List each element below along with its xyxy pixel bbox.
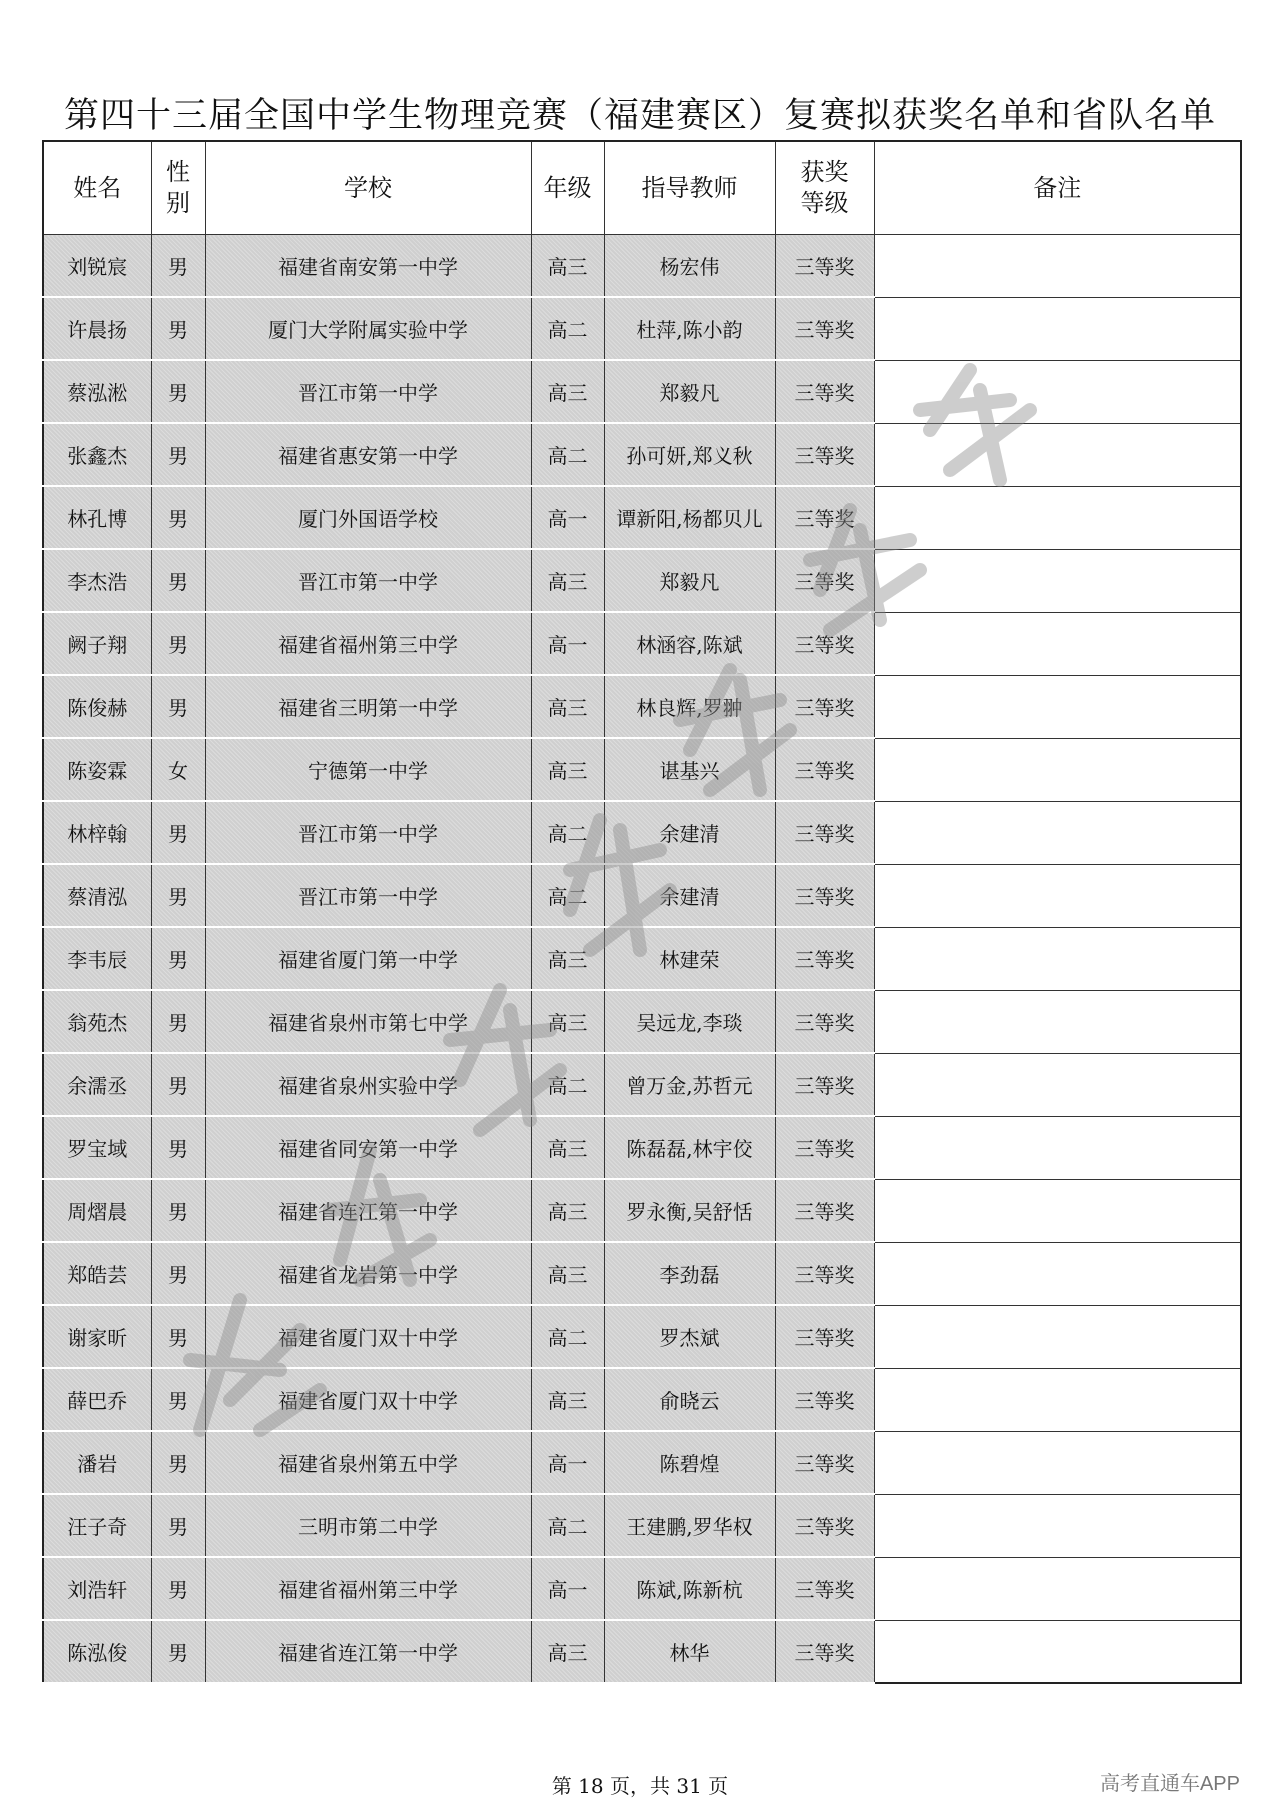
cell-note (874, 738, 1241, 801)
cell-school: 福建省厦门双十中学 (205, 1368, 531, 1431)
header-name: 姓名 (43, 141, 151, 235)
document-title: 第四十三届全国中学生物理竞赛（福建赛区）复赛拟获奖名单和省队名单 (63, 96, 1216, 136)
cell-gender: 男 (151, 612, 205, 675)
cell-award: 三等奖 (775, 1368, 874, 1431)
table-row (43, 990, 1241, 1053)
cell-teacher: 罗杰斌 (604, 1305, 775, 1368)
cell-gender: 男 (151, 1179, 205, 1242)
cell-gender: 男 (151, 1116, 205, 1179)
cell-teacher: 罗永衡,吴舒恬 (604, 1179, 775, 1242)
header-gender (151, 141, 205, 235)
cell-note (874, 801, 1241, 864)
cell-award: 三等奖 (775, 1494, 874, 1557)
cell-teacher: 曾万金,苏哲元 (604, 1053, 775, 1116)
cell-school: 三明市第二中学 (205, 1494, 531, 1557)
cell-gender: 男 (151, 1305, 205, 1368)
cell-award: 三等奖 (775, 1242, 874, 1305)
cell-grade: 高三 (531, 1116, 604, 1179)
cell-teacher: 郑毅凡 (604, 549, 775, 612)
table-row (43, 738, 1241, 801)
cell-gender: 男 (151, 1242, 205, 1305)
cell-note (874, 1368, 1241, 1431)
cell-gender: 男 (151, 549, 205, 612)
cell-teacher: 余建清 (604, 864, 775, 927)
cell-name: 陈姿霖 (43, 738, 151, 801)
cell-teacher: 余建清 (604, 801, 775, 864)
cell-name: 谢家昕 (43, 1305, 151, 1368)
cell-school: 福建省南安第一中学 (205, 235, 531, 298)
table-row (43, 360, 1241, 423)
table-row (43, 801, 1241, 864)
cell-school: 福建省泉州第五中学 (205, 1431, 531, 1494)
cell-note (874, 1557, 1241, 1620)
cell-grade: 高二 (531, 297, 604, 360)
cell-teacher: 孙可妍,郑义秋 (604, 423, 775, 486)
header-gender-line-1: 性 (166, 158, 190, 186)
cell-name: 汪子奇 (43, 1494, 151, 1557)
table-row (43, 675, 1241, 738)
cell-name: 翁苑杰 (43, 990, 151, 1053)
award-list-table (42, 140, 1242, 1684)
cell-grade: 高一 (531, 612, 604, 675)
cell-grade: 高三 (531, 1242, 604, 1305)
cell-note (874, 297, 1241, 360)
cell-name: 李韦辰 (43, 927, 151, 990)
cell-name: 李杰浩 (43, 549, 151, 612)
table-row (43, 549, 1241, 612)
cell-note (874, 864, 1241, 927)
cell-award: 三等奖 (775, 612, 874, 675)
cell-name: 刘浩轩 (43, 1557, 151, 1620)
cell-grade: 高三 (531, 235, 604, 298)
cell-teacher: 俞晓云 (604, 1368, 775, 1431)
header-note: 备注 (874, 141, 1241, 235)
cell-teacher: 林良辉,罗翀 (604, 675, 775, 738)
cell-award: 三等奖 (775, 1053, 874, 1116)
cell-award: 三等奖 (775, 1431, 874, 1494)
cell-award: 三等奖 (775, 864, 874, 927)
table-row (43, 235, 1241, 298)
cell-grade: 高三 (531, 360, 604, 423)
cell-note (874, 1179, 1241, 1242)
cell-note (874, 1242, 1241, 1305)
cell-name: 薛巴乔 (43, 1368, 151, 1431)
cell-grade: 高三 (531, 990, 604, 1053)
cell-school: 晋江市第一中学 (205, 549, 531, 612)
table-row (43, 864, 1241, 927)
cell-school: 晋江市第一中学 (205, 801, 531, 864)
table-row (43, 1179, 1241, 1242)
table-body (43, 235, 1241, 1684)
cell-note (874, 1305, 1241, 1368)
cell-school: 福建省福州第三中学 (205, 612, 531, 675)
cell-grade: 高三 (531, 738, 604, 801)
cell-note (874, 423, 1241, 486)
table-row (43, 1368, 1241, 1431)
cell-gender: 男 (151, 423, 205, 486)
cell-grade: 高二 (531, 1494, 604, 1557)
cell-grade: 高三 (531, 549, 604, 612)
cell-note (874, 1053, 1241, 1116)
cell-teacher: 王建鹏,罗华权 (604, 1494, 775, 1557)
cell-name: 林梓翰 (43, 801, 151, 864)
cell-name: 陈俊赫 (43, 675, 151, 738)
cell-grade: 高一 (531, 486, 604, 549)
cell-gender: 男 (151, 675, 205, 738)
cell-grade: 高二 (531, 801, 604, 864)
table-row (43, 1557, 1241, 1620)
cell-gender: 男 (151, 864, 205, 927)
header-teacher: 指导教师 (604, 141, 775, 235)
cell-name: 张鑫杰 (43, 423, 151, 486)
header-award-line-1: 获奖 (800, 158, 849, 186)
cell-award: 三等奖 (775, 990, 874, 1053)
app-watermark-text: 高考直通车APP (1099, 1773, 1240, 1795)
cell-grade: 高一 (531, 1557, 604, 1620)
cell-note (874, 1620, 1241, 1683)
cell-award: 三等奖 (775, 927, 874, 990)
cell-note (874, 675, 1241, 738)
cell-grade: 高二 (531, 1053, 604, 1116)
cell-teacher: 林华 (604, 1620, 775, 1683)
cell-grade: 高三 (531, 927, 604, 990)
cell-note (874, 1494, 1241, 1557)
cell-school: 晋江市第一中学 (205, 360, 531, 423)
cell-gender: 男 (151, 1557, 205, 1620)
cell-grade: 高二 (531, 864, 604, 927)
table-row (43, 1053, 1241, 1116)
header-award-line-2: 等级 (800, 189, 849, 217)
cell-teacher: 李劲磊 (604, 1242, 775, 1305)
cell-note (874, 1116, 1241, 1179)
cell-name: 蔡清泓 (43, 864, 151, 927)
cell-note (874, 549, 1241, 612)
table-row (43, 927, 1241, 990)
cell-award: 三等奖 (775, 297, 874, 360)
table-row (43, 423, 1241, 486)
cell-award: 三等奖 (775, 1557, 874, 1620)
cell-note (874, 927, 1241, 990)
cell-gender: 男 (151, 360, 205, 423)
cell-grade: 高三 (531, 675, 604, 738)
table-row (43, 1494, 1241, 1557)
cell-school: 福建省厦门第一中学 (205, 927, 531, 990)
cell-award: 三等奖 (775, 1179, 874, 1242)
page-number: 第 18 页，共 31 页 (551, 1774, 729, 1798)
cell-name: 林孔博 (43, 486, 151, 549)
cell-note (874, 360, 1241, 423)
cell-name: 许晨扬 (43, 297, 151, 360)
cell-gender: 男 (151, 1620, 205, 1683)
header-gender-line-2: 别 (166, 189, 190, 217)
cell-name: 余濡丞 (43, 1053, 151, 1116)
cell-award: 三等奖 (775, 801, 874, 864)
cell-award: 三等奖 (775, 360, 874, 423)
cell-award: 三等奖 (775, 235, 874, 298)
header-school: 学校 (205, 141, 531, 235)
cell-award: 三等奖 (775, 738, 874, 801)
cell-note (874, 612, 1241, 675)
table-row (43, 486, 1241, 549)
header-award (775, 141, 874, 235)
cell-school: 福建省龙岩第一中学 (205, 1242, 531, 1305)
cell-school: 福建省厦门双十中学 (205, 1305, 531, 1368)
cell-award: 三等奖 (775, 675, 874, 738)
cell-gender: 男 (151, 1494, 205, 1557)
cell-name: 罗宝域 (43, 1116, 151, 1179)
cell-name: 蔡泓淞 (43, 360, 151, 423)
cell-gender: 男 (151, 1053, 205, 1116)
cell-award: 三等奖 (775, 486, 874, 549)
cell-note (874, 1431, 1241, 1494)
cell-name: 郑皓芸 (43, 1242, 151, 1305)
cell-school: 福建省泉州市第七中学 (205, 990, 531, 1053)
cell-teacher: 陈斌,陈新杭 (604, 1557, 775, 1620)
cell-teacher: 林涵容,陈斌 (604, 612, 775, 675)
cell-school: 福建省惠安第一中学 (205, 423, 531, 486)
table-header-row (43, 141, 1241, 235)
cell-grade: 高一 (531, 1431, 604, 1494)
cell-school: 福建省连江第一中学 (205, 1620, 531, 1683)
cell-gender: 男 (151, 1368, 205, 1431)
cell-school: 福建省连江第一中学 (205, 1179, 531, 1242)
cell-school: 厦门大学附属实验中学 (205, 297, 531, 360)
cell-teacher: 郑毅凡 (604, 360, 775, 423)
cell-teacher: 林建荣 (604, 927, 775, 990)
table-row (43, 612, 1241, 675)
cell-name: 周熠晨 (43, 1179, 151, 1242)
cell-award: 三等奖 (775, 549, 874, 612)
cell-gender: 男 (151, 801, 205, 864)
cell-gender: 男 (151, 235, 205, 298)
cell-award: 三等奖 (775, 1116, 874, 1179)
cell-gender: 男 (151, 1431, 205, 1494)
cell-grade: 高三 (531, 1179, 604, 1242)
cell-gender: 男 (151, 927, 205, 990)
cell-gender: 男 (151, 297, 205, 360)
cell-school: 晋江市第一中学 (205, 864, 531, 927)
cell-school: 宁德第一中学 (205, 738, 531, 801)
table-row (43, 1431, 1241, 1494)
cell-school: 福建省福州第三中学 (205, 1557, 531, 1620)
cell-award: 三等奖 (775, 423, 874, 486)
cell-note (874, 990, 1241, 1053)
cell-note (874, 486, 1241, 549)
cell-award: 三等奖 (775, 1305, 874, 1368)
cell-teacher: 杜萍,陈小韵 (604, 297, 775, 360)
table-row (43, 1242, 1241, 1305)
table-row (43, 1305, 1241, 1368)
cell-teacher: 吴远龙,李琰 (604, 990, 775, 1053)
cell-name: 阙子翔 (43, 612, 151, 675)
table-row (43, 1116, 1241, 1179)
cell-teacher: 陈磊磊,林宇佼 (604, 1116, 775, 1179)
cell-gender: 女 (151, 738, 205, 801)
cell-grade: 高二 (531, 1305, 604, 1368)
cell-grade: 高二 (531, 423, 604, 486)
cell-school: 福建省同安第一中学 (205, 1116, 531, 1179)
cell-teacher: 谭新阳,杨都贝儿 (604, 486, 775, 549)
cell-grade: 高三 (531, 1620, 604, 1683)
cell-gender: 男 (151, 990, 205, 1053)
table-row (43, 297, 1241, 360)
cell-teacher: 杨宏伟 (604, 235, 775, 298)
cell-teacher: 谌基兴 (604, 738, 775, 801)
cell-school: 厦门外国语学校 (205, 486, 531, 549)
header-grade: 年级 (531, 141, 604, 235)
cell-name: 潘岩 (43, 1431, 151, 1494)
cell-school: 福建省三明第一中学 (205, 675, 531, 738)
cell-gender: 男 (151, 486, 205, 549)
cell-award: 三等奖 (775, 1620, 874, 1683)
table-row (43, 1620, 1241, 1683)
cell-note (874, 235, 1241, 298)
cell-teacher: 陈碧煌 (604, 1431, 775, 1494)
cell-school: 福建省泉州实验中学 (205, 1053, 531, 1116)
cell-name: 陈泓俊 (43, 1620, 151, 1683)
cell-name: 刘锐宸 (43, 235, 151, 298)
cell-grade: 高三 (531, 1368, 604, 1431)
